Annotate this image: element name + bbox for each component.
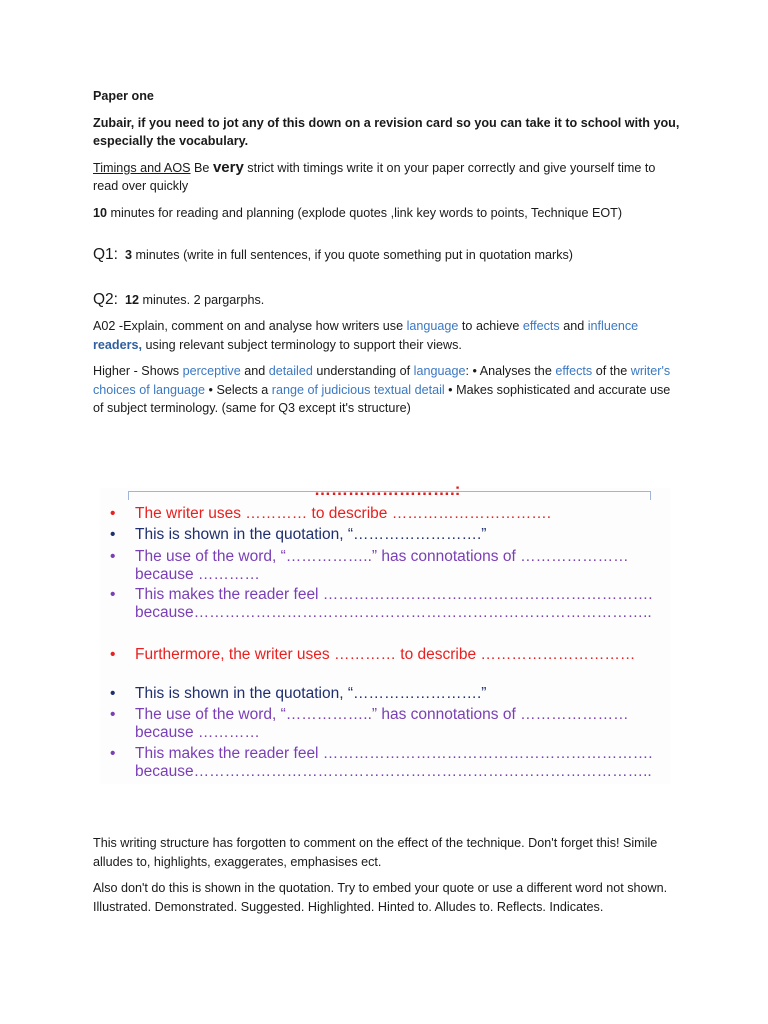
higher-t5: of the [592, 364, 631, 378]
note-effect: This writing structure has forgotten to comment on the effect of the technique. Don't forget this! Simile alludes to, highlights, exaggerates, emphasises ect. [93, 836, 658, 869]
higher-t3: understanding of [312, 364, 414, 378]
timings-label: Timings and AOS [93, 160, 191, 175]
reading-paragraph [93, 204, 683, 223]
ao2-k2: effects [522, 319, 560, 333]
higher-k4: effects [555, 364, 593, 378]
frame-item-text: This is shown in the quotation, “…………………….” [135, 526, 487, 543]
q1-paragraph [93, 246, 683, 265]
higher-t7: • Makes sophisticated and accurate use of subject terminology. (same for Q3 except it's structure) [93, 382, 671, 415]
higher-t1: Higher - Shows [93, 364, 183, 378]
ao2-t4: using relevant subject terminology to support their views. [142, 337, 462, 352]
higher-t6: • Selects a [205, 382, 272, 397]
ao2-t2: to achieve [458, 319, 523, 333]
bullet-icon: • [110, 646, 116, 663]
ao2-k1: language [406, 319, 459, 333]
bullet-icon: • [110, 685, 116, 702]
higher-t2: and [240, 364, 269, 378]
page-title: Paper one [93, 89, 154, 103]
frame-item-text: Furthermore, the writer uses ………… to describe ………………………… [135, 646, 636, 663]
bullet-icon: • [110, 526, 116, 543]
ao2-k4: readers, [93, 337, 143, 352]
document-body [93, 87, 683, 426]
q1-minutes: 3 [124, 248, 132, 262]
timings-very: very [212, 158, 244, 176]
higher-k1: perceptive [182, 364, 241, 378]
intro-note: Zubair, if you need to jot any of this down on a revision card so you can take it to school with you, especially the vocabulary. [93, 115, 680, 148]
bullet-icon: • [110, 745, 116, 762]
higher-k2: detailed [268, 364, 313, 378]
reading-minutes: 10 [93, 205, 108, 220]
frame-item-text: This makes the reader feel ………………………………………………………. because…………………………………………………………………………….. [135, 586, 653, 621]
q2-minutes: 12 [124, 292, 139, 307]
ao2-t1: A02 -Explain, comment on and analyse how writers use [93, 319, 407, 333]
bullet-icon: • [110, 706, 116, 723]
frame-item-text: This is shown in the quotation, “…………………….” [135, 685, 487, 702]
frame-item-text: The writer uses ………… to describe …………………………. [135, 505, 551, 522]
frame-item-text: This makes the reader feel ………………………………………………………. because…………………………………………………………………………….. [135, 745, 653, 780]
ao2-k3: influence [587, 319, 639, 333]
ao2-t3: and [559, 319, 588, 333]
notes-section [93, 834, 683, 924]
higher-paragraph [93, 362, 683, 418]
reading-text: minutes for reading and planning (explode quotes ,link key words to points, Technique EOT) [107, 205, 623, 220]
timings-pre: Be [190, 160, 213, 175]
bullet-icon: • [110, 505, 116, 522]
bullet-icon: • [110, 586, 116, 603]
timings-paragraph [93, 159, 683, 196]
q2-paragraph [93, 291, 683, 310]
ao2-paragraph [93, 317, 683, 354]
note-embed: Also don't do this is shown in the quotation. Try to embed your quote or use a different word not shown. Illustrated. Demonstrated. Suggested. Highlighted. Hinted to. Alludes to. Reflects. Indicates. [93, 881, 668, 914]
q2-text: minutes. 2 pargarphs. [139, 292, 265, 307]
higher-k6: range of judicious textual detail [271, 382, 445, 397]
q2-label: Q2: [93, 290, 118, 308]
frame-item-text: The use of the word, “……………..” has connotations of ………………… because ………… [135, 706, 629, 741]
higher-t4: : • Analyses the [465, 364, 556, 378]
q1-label: Q1: [93, 246, 118, 263]
q1-text: minutes (write in full sentences, if you quote something put in quotation marks) [132, 248, 574, 262]
higher-k3: language [413, 364, 466, 378]
bullet-icon: • [110, 548, 116, 565]
timings-rest: strict with timings write it on your paper correctly and give yourself time to read over quickly [93, 160, 656, 193]
frame-item-text: The use of the word, “……………..” has connotations of ………………… because ………… [135, 548, 629, 583]
writing-frame-heading: …………………….: [314, 480, 461, 499]
higher-k5: writer's choices of language [93, 364, 671, 397]
